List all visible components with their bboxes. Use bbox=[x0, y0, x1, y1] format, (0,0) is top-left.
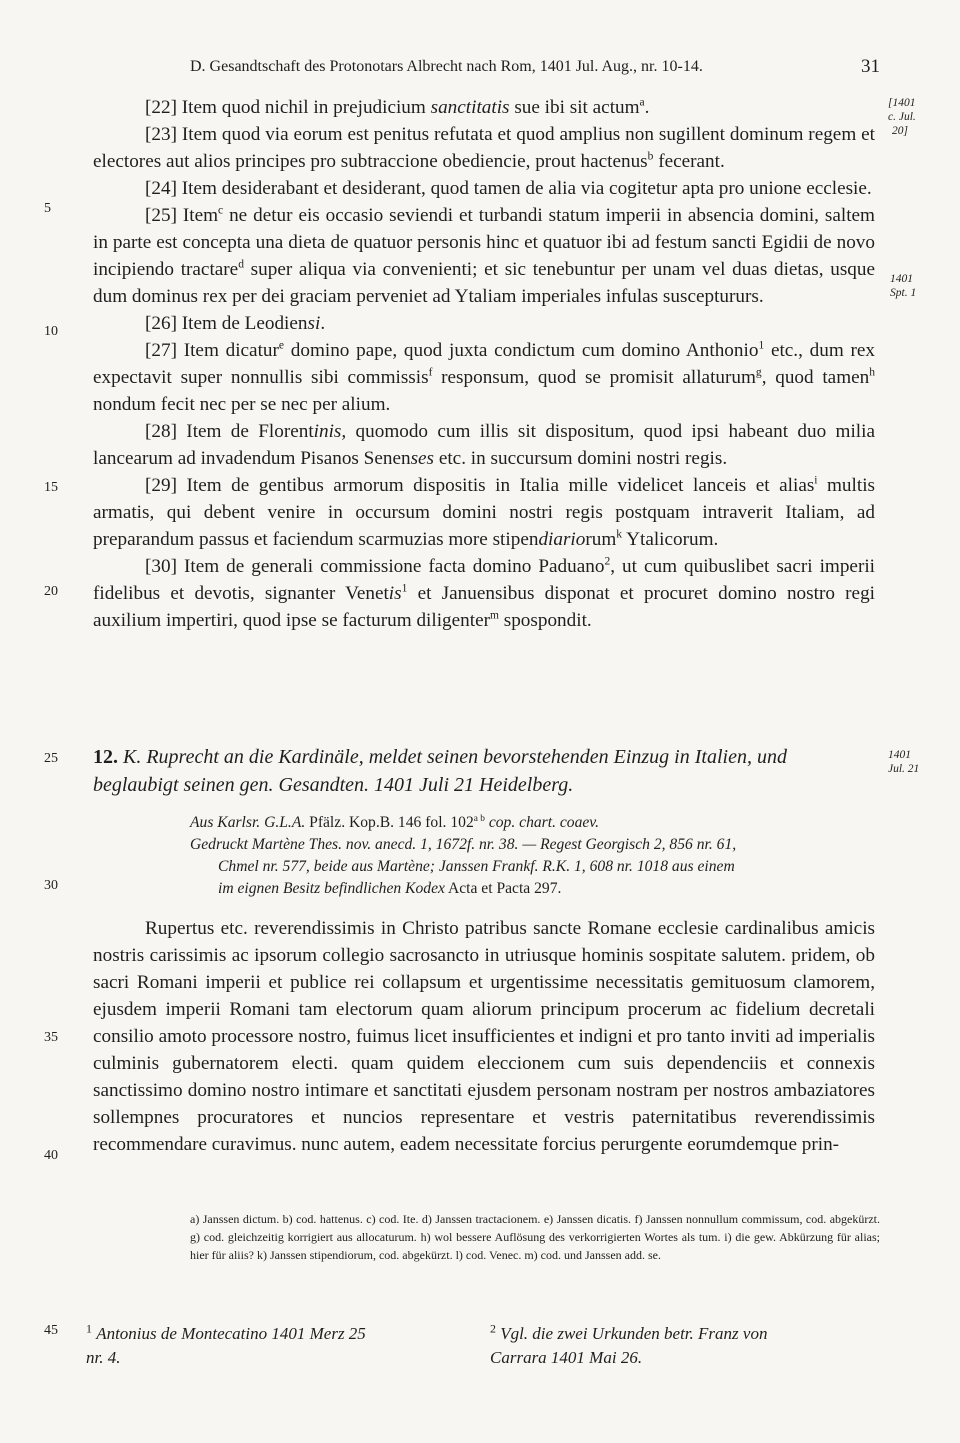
article-24: [24] Item desiderabant et desiderant, quod tamen de alia via cogitetur apta pro unione ecclesie. bbox=[145, 178, 872, 199]
line-number: 5 bbox=[44, 201, 51, 216]
document-heading bbox=[93, 743, 875, 799]
footnote-2: $^2$ Vgl. die zwei Urkunden betr. Franz von Carrara 1401 Mai 26. bbox=[490, 1321, 768, 1367]
letter-text: Rupertus etc. reverendissimis in Christo patribus sancte Romane ecclesie cardinalibus amicis nostris carissimis ac ipsorum collegio sacrosancto in utriusque hominis sospitate salutem. pridem, ob sacri Romani imperii et publice rei collapsum et urgentissime necessitatis gemituosum clamorem, ejusdem imperii Romani tam electorum quam aliorum principum procerum ac fidelium decretali consilio amoto processore nostro, fuimus licet insufficientes et indigni et pro tanto inviti ad imperialis culminis gubernatorem electi. quam quidem eleccionem cum suis dependenciis et connexis sanctissimo domino nostro intimare et sanctitati ejusdem personam nostram per nostros ambaziatores sollempnes procuratores et nuncios representare et vestris paternitatibus reverendissimis recommendare curavimus. nunc autem, eadem necessitate forcius perurgente eorumdemque prin- bbox=[93, 918, 875, 1155]
article-26: [26] Item de Leodiensi. bbox=[145, 313, 326, 334]
article-25: [25] Item$^c$ ne detur eis occasio seviendi et turbandi statum imperii in absencia domini, saltem in parte est concepta una dieta de quatuor personis hinc et quatuor ibi ad festum sancti Egidii de novo incipiendo tractare$^d$ super aliqua via convenienti; et sic tenebuntur per unam vel duas dietas, usque dum dominus rex per dei graciam perveniet ad Ytaliam imperiales infulas susceptururs. bbox=[93, 204, 875, 307]
critical-apparatus: a) Janssen dictum. b) cod. hattenus. c) cod. Ite. d) Janssen tractacionem. e) Janssen dicatis. f) Janssen nonnullum commissum, cod. abgekürzt. g) cod. gleichzeitig korrigiert aus allocaturum. h) wol bessere Auflösung des verkorrigierten Wortes als tum. i) die gew. Abkürzung für alias; hier für aliis? k) Janssen stipendiorum, cod. abgekürzt. l) cod. Venec. m) cod. und Janssen add. se. bbox=[190, 1212, 880, 1262]
line-number: 10 bbox=[44, 324, 58, 339]
source-description: Aus Karlsr. G.L.A. Pfälz. Kop.B. 146 fol. $102^{a b}$ cop. chart. coaev. Gedruckt Martène Thes. nov. anecd. 1, 1672f. nr. 38. — Regest Georgisch 2, 856 nr. 61, Chmel nr. 577, beide aus Martène; Janssen Frankf. R.K. 1, 608 nr. 1018 aus einem im eignen Besitz befindlichen Kodex Acta et Pacta 297. bbox=[190, 813, 737, 897]
article-22: [22] Item quod nichil in prejudicium sanctitatis sue ibi sit actum$^a$. bbox=[145, 96, 650, 118]
footnote-1: $^1$ Antonius de Montecatino 1401 Merz 25 nr. 4. bbox=[86, 1321, 366, 1367]
line-number: 35 bbox=[44, 1030, 58, 1045]
margin-date-1: [1401 c. Jul. 20] bbox=[888, 97, 916, 137]
running-header bbox=[190, 58, 880, 76]
document-number: 12. bbox=[93, 746, 118, 768]
line-number: 15 bbox=[44, 480, 58, 495]
margin-date-3: 1401 Jul. 21 bbox=[888, 749, 920, 775]
line-number: 40 bbox=[44, 1148, 58, 1163]
article-23: [23] Item quod via eorum est penitus refutata et quod amplius non sugillent dominum regem et electores aut alios principes pro subtraccione obediencie, prout hactenus$^b$ fecerant. bbox=[93, 124, 875, 172]
header-title: D. Gesandtschaft des Protonotars Albrecht nach Rom, 1401 Jul. Aug., nr. 10-14. bbox=[190, 58, 703, 75]
article-list bbox=[93, 94, 875, 634]
line-number: 45 bbox=[44, 1323, 58, 1338]
line-number: 20 bbox=[44, 584, 58, 599]
margin-date-2: 1401 Spt. 1 bbox=[890, 273, 917, 299]
document-title: K. Ruprecht an die Kardinäle, meldet seinen bevorstehenden Einzug in Italien, und beglaubigt seinen gen. Gesandten. 1401 Juli 21 Heidelberg. bbox=[93, 746, 787, 796]
article-27: [27] Item dicatur$^e$ domino pape, quod juxta condictum cum domino Anthonio$^1$ etc., dum rex expectavit super nonnullis sibi commissis$^f$ responsum, quod se promisit allaturum$^g$, quod tamen$^h$ nondum fecit nec per se nec per alium. bbox=[93, 339, 875, 415]
line-number: 25 bbox=[44, 751, 58, 766]
page-number: 31 bbox=[861, 56, 880, 77]
article-29: [29] Item de gentibus armorum dispositis in Italia mille videlicet lanceis et alias$^i$ multis armatis, qui debent venire in occursum domini nostri regis postquam intraverit Italiam, ad preparandum passus et faciendum scarmuzias more stipendiariorum$^k$ Ytalicorum. bbox=[93, 474, 875, 550]
line-number: 30 bbox=[44, 878, 58, 893]
article-28: [28] Item de Florentinis, quomodo cum illis sit dispositum, quod ipsi habeant duo milia lancearum ad invadendum Pisanos Senenses etc. in succursum domini nostri regis. bbox=[93, 421, 875, 469]
article-30: [30] Item de generali commissione facta domino Paduano$^2$, ut cum quibuslibet sacri imperii fidelibus et devotis, signanter Venetis$^1$ et Januensibus disponat et procuret domino nostro regi auxilium impertiri, quod ipse se facturum diligenter$^m$ spospondit. bbox=[93, 555, 875, 631]
